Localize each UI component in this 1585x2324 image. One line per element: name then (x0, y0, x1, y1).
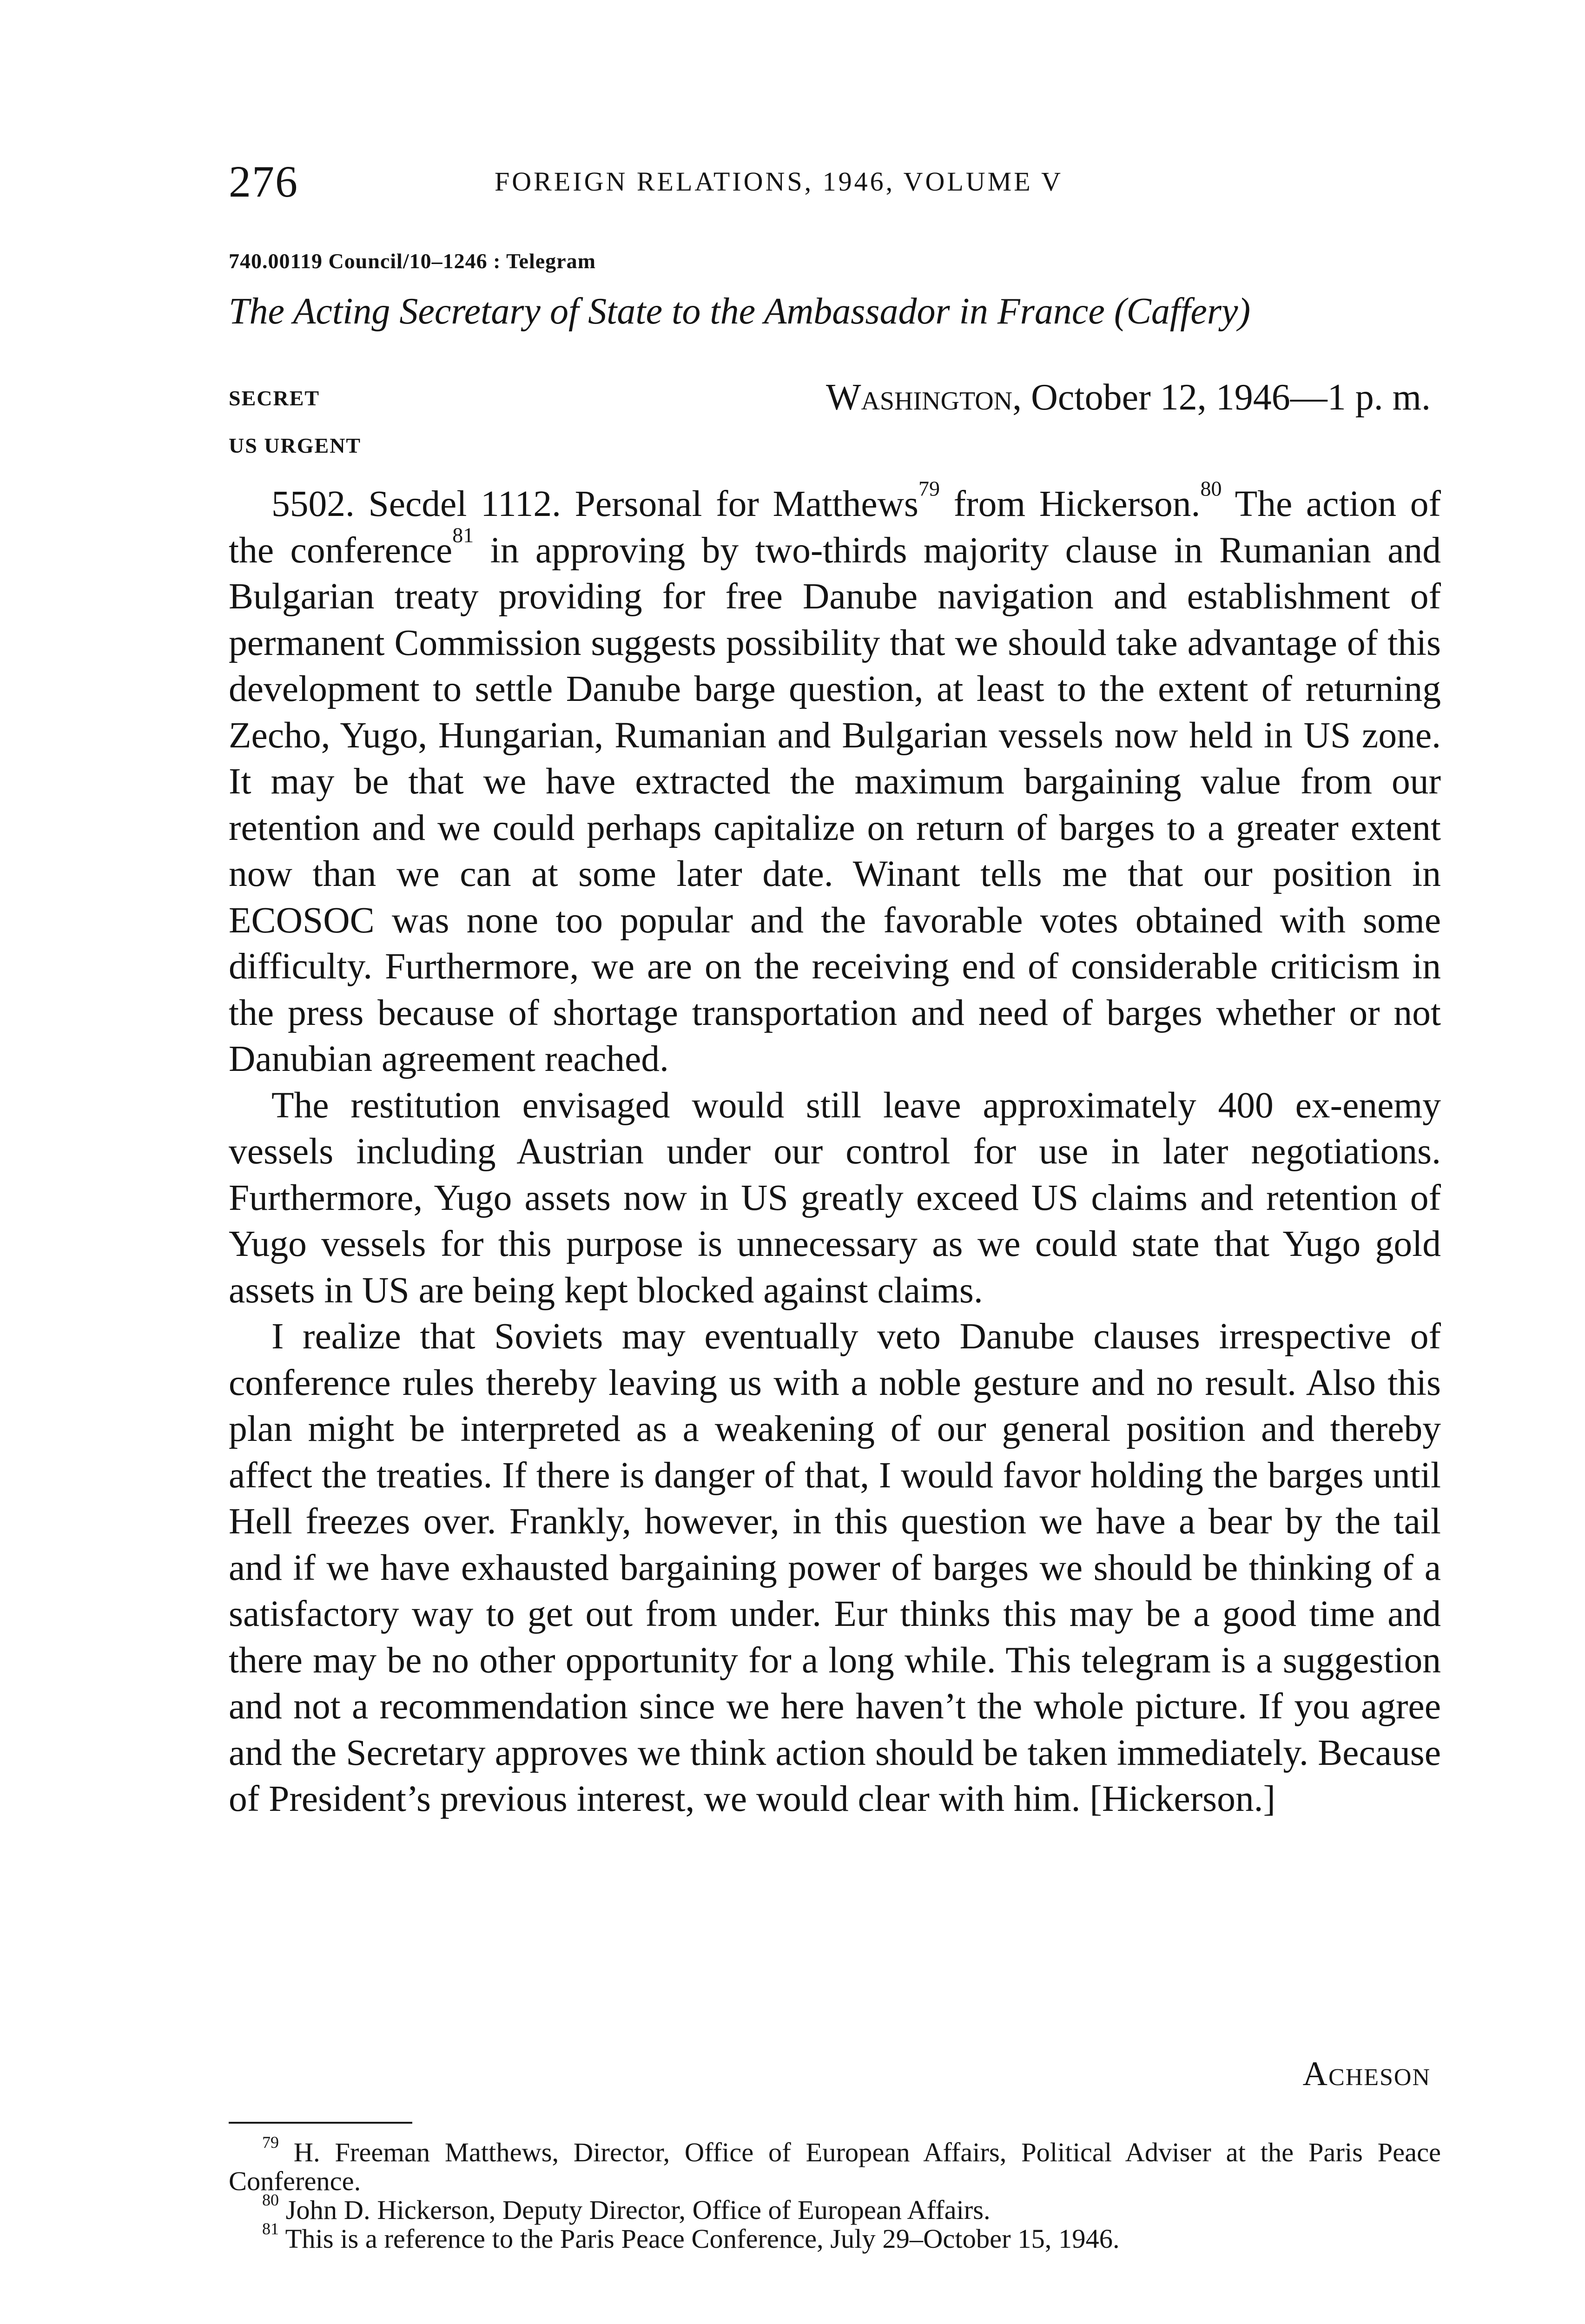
footnote-mark: 81 (262, 2219, 279, 2238)
footnote-marker-79: 79 (918, 476, 940, 501)
page-number: 276 (229, 157, 298, 206)
footnote-mark: 80 (262, 2191, 279, 2210)
signature: Acheson (1302, 2055, 1431, 2093)
body-paragraph-1 (229, 476, 1441, 1083)
footnote-divider (229, 2122, 412, 2124)
dateline-place: Washington (826, 377, 1013, 418)
footnote-79 (229, 2133, 1441, 2196)
footnote-marker-81: 81 (452, 522, 474, 547)
document-title: The Acting Secretary of State to the Ambassador in France (Caffery) (229, 291, 1251, 332)
file-reference: 740.00119 Council/10–1246 : Telegram (229, 249, 596, 273)
footnote-text: John D. Hickerson, Deputy Director, Office of European Affairs. (285, 2195, 991, 2225)
dateline (826, 376, 1431, 419)
running-title: FOREIGN RELATIONS, 1946, VOLUME V (495, 166, 1063, 197)
footnote-text: H. Freeman Matthews, Director, Office of European Affairs, Political Adviser at the Paris Peace Conference. (229, 2137, 1441, 2196)
body-text-segment: The action of the conference (229, 483, 1441, 571)
body-paragraph-3: I realize that Soviets may eventually veto Danube clauses irrespective of conference rules thereby leaving us with a noble gesture and no result. Also this plan might be interpreted as a weakening of our general position and thereby affect the treaties. If there is danger of that, I would favor holding the barges until Hell freezes over. Frankly, however, in this question we have a bear by the tail and if we have exhausted bargaining power of barges we should be thinking of a satisfactory way to get out from under. Eur thinks this may be a good time and there may be no other opportunity for a long while. This telegram is a suggestion and not a recommendation since we here haven’t the whole picture. If you agree and the Secretary approves we think action should be taken immediately. Because of President’s previous interest, we would clear with him. [Hickerson.] (229, 1316, 1441, 1819)
classification-urgent: US URGENT (229, 434, 362, 457)
footnote-marker-80: 80 (1200, 476, 1222, 501)
running-head (229, 156, 1437, 216)
dateline-date: , October 12, 1946—1 p. m. (1012, 377, 1431, 418)
footnotes (229, 2133, 1441, 2254)
body-text-segment: 5502. Secdel 1112. Personal for Matthews (271, 483, 918, 524)
body-text-segment: in approving by two-thirds majority clause in Rumanian and Bulgarian treaty providing for free Danube navigation and establishment of permanent Commission suggests possibility that we should take advantage of this development to settle Danube barge question, at least to the extent of returning Zecho, Yugo, Hungarian, Rumanian and Bulgarian vessels now held in US zone. It may be that we have extracted the maximum bargaining value from our retention and we could perhaps capitalize on return of barges to a greater extent now than we can at some later date. Winant tells me that our position in ECOSOC was none too popular and the favorable votes obtained with some difficulty. Furthermore, we are on the receiving end of considerable criticism in the press because of shortage transportation and need of barges whether or not Danubian agreement reached. (229, 529, 1441, 1079)
footnote-text: This is a reference to the Paris Peace Conference, July 29–October 15, 1946. (285, 2224, 1120, 2254)
footnote-mark: 79 (262, 2133, 279, 2152)
footnote-80 (229, 2191, 1441, 2225)
classification-secret: SECRET (229, 386, 320, 410)
telegram-body (229, 476, 1441, 1822)
footnote-81 (229, 2219, 1441, 2254)
body-text-segment: from Hickerson. (940, 483, 1201, 524)
body-paragraph-2: The restitution envisaged would still leave approximately 400 ex-enemy vessels including Austrian under our control for use in later negotiations. Furthermore, Yugo assets now in US greatly exceed US claims and retention of Yugo vessels for this purpose is unnecessary as we could state that Yugo gold assets in US are being kept blocked against claims. (229, 1084, 1441, 1311)
